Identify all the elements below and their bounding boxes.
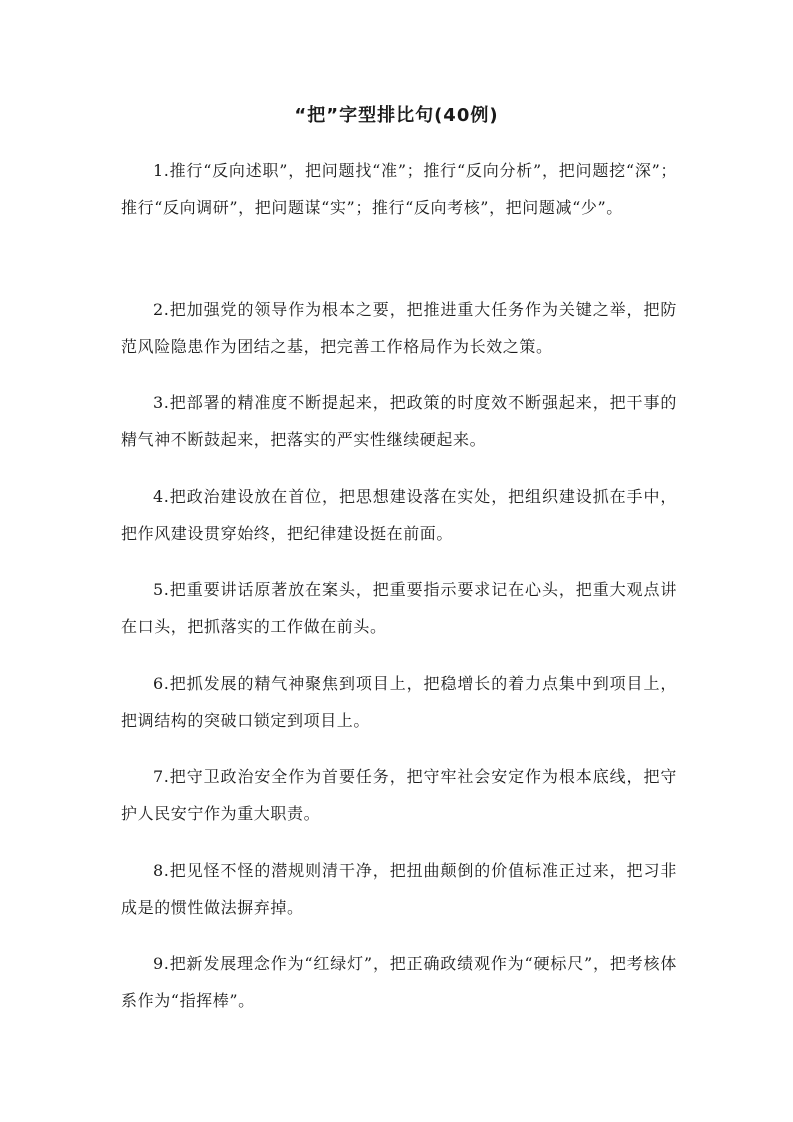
paragraph-1: 1.推行“反向述职”，把问题找“准”；推行“反向分析”，把问题挖“深”；推行“反向调研”，把问题谋“实”；推行“反向考核”，把问题减“少”。 [121, 161, 677, 217]
paragraph-7: 7.把守卫政治安全作为首要任务，把守牢社会安定作为根本底线，把守护人民安宁作为重大职责。 [121, 767, 677, 823]
paragraph-3: 3.把部署的精准度不断提起来，把政策的时度效不断强起来，把干事的精气神不断鼓起来，把落实的严实性继续硬起来。 [121, 393, 677, 449]
paragraph-5: 5.把重要讲话原著放在案头，把重要指示要求记在心头，把重大观点讲在口头，把抓落实的工作做在前头。 [121, 580, 677, 636]
paragraph-9: 9.把新发展理念作为“红绿灯”，把正确政绩观作为“硬标尺”，把考核体系作为“指挥棒”。 [121, 954, 677, 1010]
document-title: “把”字型排比句(40例) [294, 105, 499, 126]
paragraph-8: 8.把见怪不怪的潜规则清干净，把扭曲颠倒的价值标准正过来，把习非成是的惯性做法摒弃掉。 [121, 861, 677, 917]
paragraph-4: 4.把政治建设放在首位，把思想建设落在实处，把组织建设抓在手中，把作风建设贯穿始终，把纪律建设挺在前面。 [121, 487, 677, 543]
paragraph-2: 2.把加强党的领导作为根本之要，把推进重大任务作为关键之举，把防范风险隐患作为团结之基，把完善工作格局作为长效之策。 [121, 300, 677, 356]
paragraph-6: 6.把抓发展的精气神聚焦到项目上，把稳增长的着力点集中到项目上，把调结构的突破口锁定到项目上。 [121, 674, 677, 730]
